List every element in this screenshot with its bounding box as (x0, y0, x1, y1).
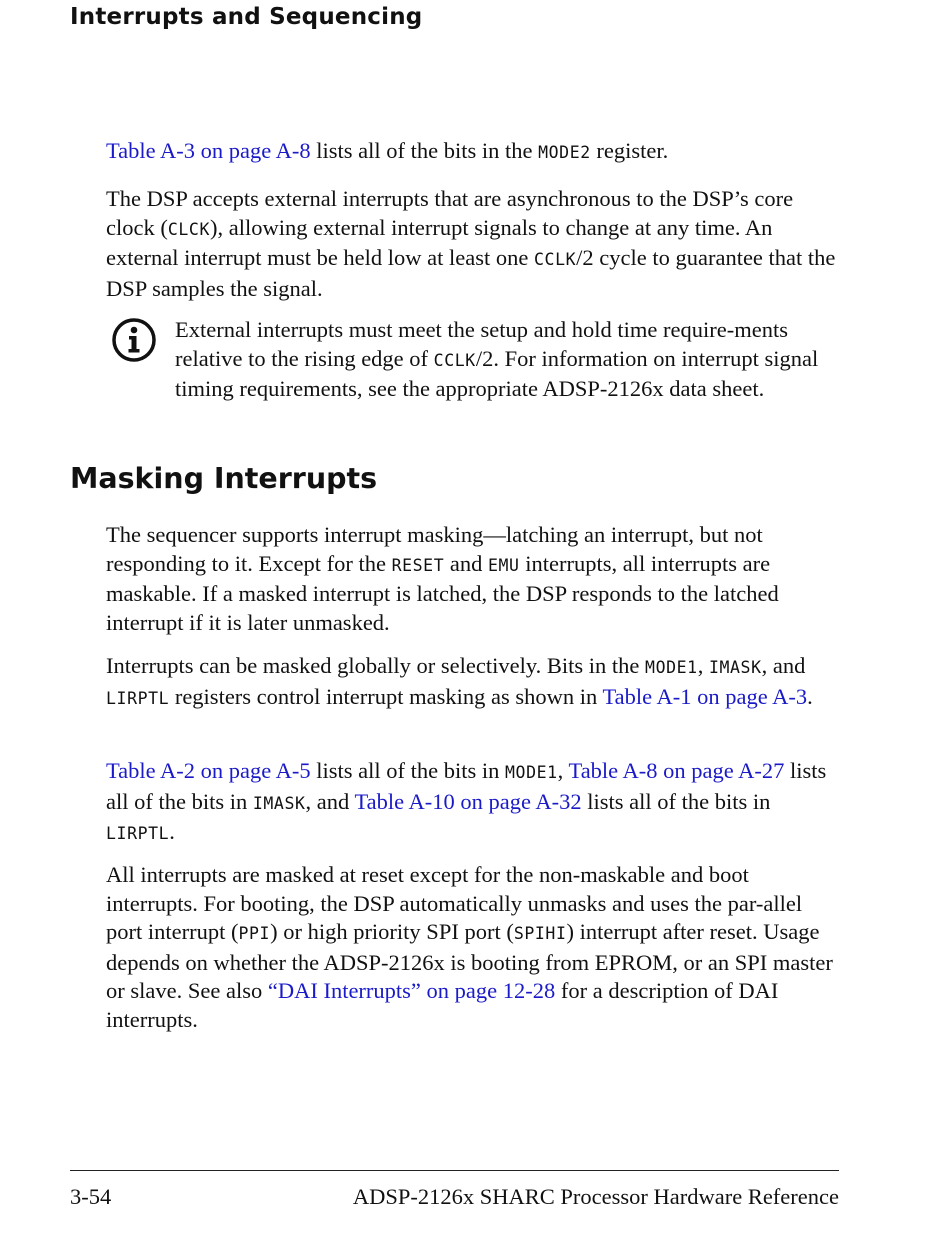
code-spihi: SPIHI (513, 924, 567, 944)
running-header: Interrupts and Sequencing (70, 4, 423, 30)
link-table-a2[interactable]: Table A-2 on page A-5 (106, 758, 311, 783)
code-lirptl: LIRPTL (106, 824, 170, 844)
link-table-a3[interactable]: Table A-3 on page A-8 (106, 138, 311, 163)
link-table-a8[interactable]: Table A-8 on page A-27 (568, 758, 785, 783)
paragraph-external-interrupts: The DSP accepts external interrupts that are asynchronous to the DSP’s core clock (CLCK), allowing external interrupt signals to change at any time. An external interrupt must be held low at least one CCLK/2 cycle to guarantee that the DSP samples the signal. (106, 186, 836, 301)
paragraph-mode2-reference: Table A-3 on page A-8 lists all of the bits in the MODE2 register. (106, 138, 669, 163)
code-lirptl: LIRPTL (106, 688, 170, 708)
paragraph-interrupt-masking: The sequencer supports interrupt masking—latching an interrupt, but not responding to it. Except for the RESET and EMU interrupts, all interrupts are maskable. If a masked interrupt is latched, the DSP responds to the latched interrupt if it is later unmasked. (106, 522, 779, 635)
code-ppi: PPI (238, 924, 271, 944)
page-number: 3-54 (70, 1184, 112, 1209)
code-emu: EMU (487, 555, 520, 575)
code-cclk: CCLK (534, 250, 577, 270)
code-imask: IMASK (252, 793, 306, 813)
footer-document-title: ADSP-2126x SHARC Processor Hardware Reference (352, 1184, 839, 1209)
paragraph-register-bit-tables: Table A-2 on page A-5 lists all of the bits in MODE1, Table A-8 on page A-27 lists all of the bits in IMASK, and Table A-10 on page A-32 lists all of the bits in LIRPTL. (106, 758, 827, 845)
link-dai-interrupts[interactable]: “DAI Interrupts” on page 12-28 (267, 978, 556, 1004)
paragraph-reset-masking: All interrupts are masked at reset except for the non-maskable and boot interrupts. For booting, the DSP automatically unmasks and uses the par-allel port interrupt (PPI) or high priority SPI port (SPIHI) interrupt after reset. Usage depends on whether the ADSP-2126x is booting from EPROM, or an SPI master or slave. See also “DAI Interrupts” on page 12-28 for a description of DAI interrupts. (106, 862, 833, 1032)
section-heading-masking-interrupts: Masking Interrupts (70, 462, 378, 495)
code-mode1: MODE1 (505, 763, 558, 782)
footer-divider (70, 1170, 839, 1171)
code-clck: CLCK (167, 219, 210, 239)
info-circle-icon (110, 316, 158, 364)
paragraph-global-selective-masking: Interrupts can be masked globally or selectively. Bits in the MODE1, IMASK, and LIRPTL registers control interrupt masking as shown in Table A-1 on page A-3. (106, 653, 813, 709)
code-reset: RESET (391, 555, 445, 575)
code-mode2: MODE2 (538, 143, 591, 162)
code-mode1: MODE1 (645, 658, 698, 677)
code-cclk: CCLK (433, 350, 476, 370)
note-timing-requirements: External interrupts must meet the setup and hold time require-ments relative to the rising edge of CCLK/2. For information on interrupt signal timing requirements, see the appropriate ADSP-2126x data sheet. (175, 317, 819, 402)
code-imask: IMASK (708, 658, 762, 677)
link-table-a10[interactable]: Table A-10 on page A-32 (354, 788, 582, 814)
link-table-a1[interactable]: Table A-1 on page A-3 (602, 683, 808, 709)
